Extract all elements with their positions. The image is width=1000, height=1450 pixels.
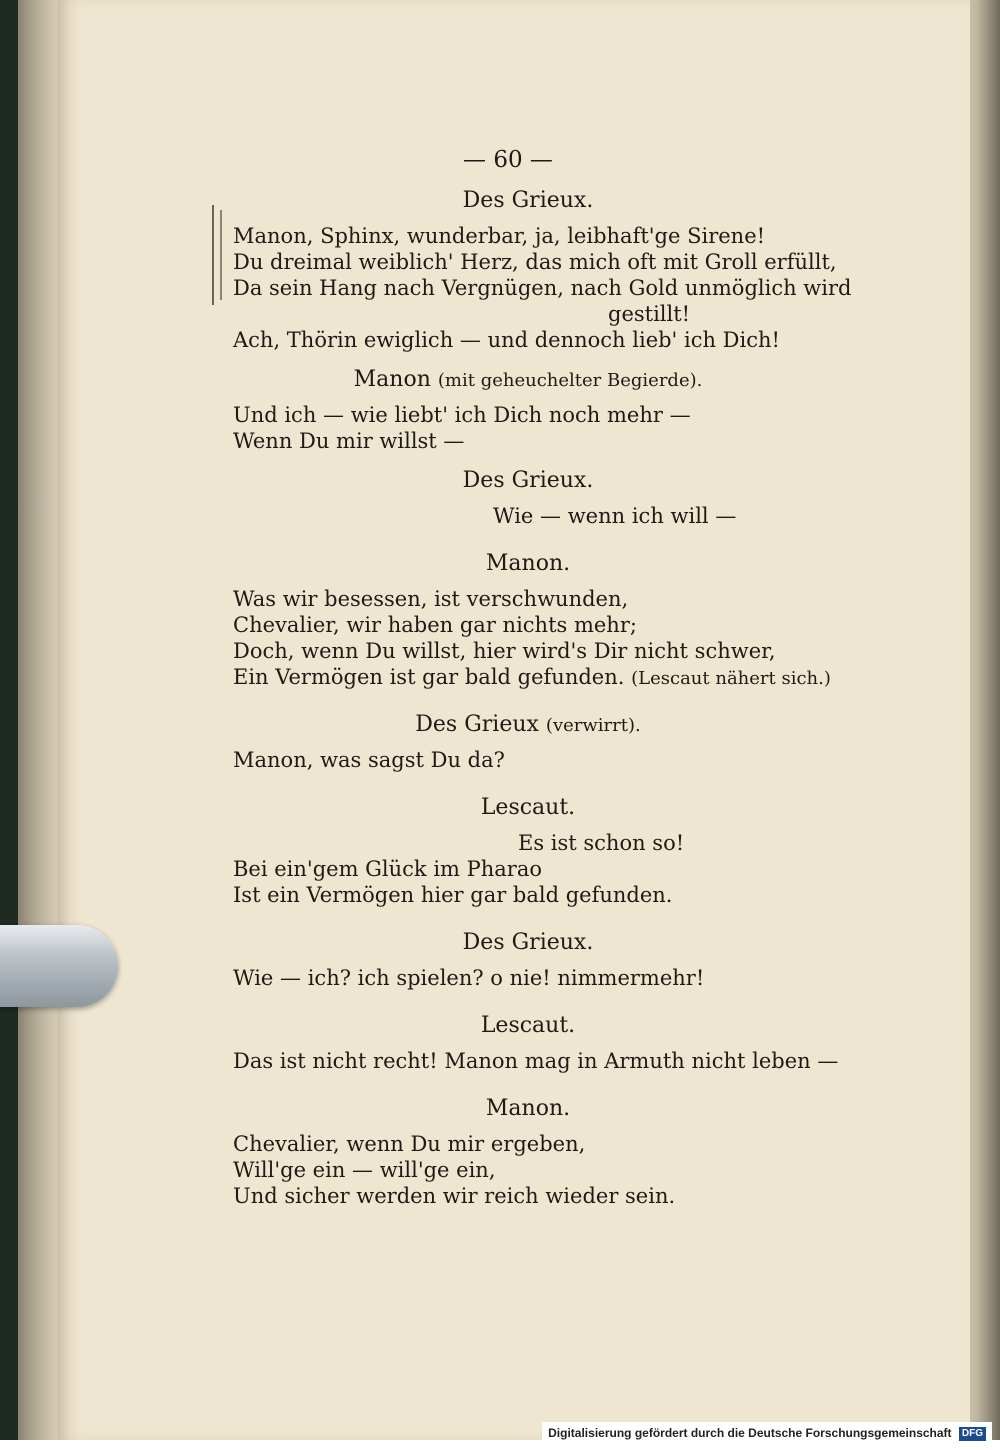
verse-line: gestillt! xyxy=(608,302,691,326)
page-number: — 60 — xyxy=(463,147,553,173)
verse-line: Wie — wenn ich will — xyxy=(493,504,737,528)
digitization-footer xyxy=(542,1422,992,1444)
verse-line: Das ist nicht recht! Manon mag in Armuth nicht leben — xyxy=(233,1049,839,1073)
speaker-heading xyxy=(173,551,883,576)
speaker-name: Manon. xyxy=(485,551,571,576)
verse-line: Ist ein Vermögen hier gar bald gefunden. xyxy=(233,883,673,907)
speaker-heading xyxy=(173,795,883,820)
margin-pencil-mark xyxy=(220,210,222,300)
speaker-name: Des Grieux. xyxy=(462,188,594,213)
stage-direction: (mit geheuchelter Begierde). xyxy=(437,370,703,391)
verse-line: Du dreimal weiblich' Herz, das mich oft mit Groll erfüllt, xyxy=(233,250,837,274)
verse-line: Ach, Thörin ewiglich — und dennoch lieb' ich Dich! xyxy=(233,328,780,352)
stage-direction: (Lescaut nähert sich.) xyxy=(631,668,831,689)
speaker-heading xyxy=(173,468,883,493)
speaker-name: Manon xyxy=(353,367,431,392)
verse-line: Und sicher werden wir reich wieder sein. xyxy=(233,1184,676,1208)
speaker-heading xyxy=(173,930,883,955)
page-text xyxy=(233,140,883,1209)
speaker-heading xyxy=(173,1096,883,1121)
verse-line: Chevalier, wir haben gar nichts mehr; xyxy=(233,613,637,637)
stage-direction: (verwirrt). xyxy=(545,715,641,736)
dfg-logo-icon: DFG xyxy=(959,1427,986,1441)
verse-line: Bei ein'gem Glück im Pharao xyxy=(233,857,543,881)
verse-line: Da sein Hang nach Vergnügen, nach Gold unmöglich wird xyxy=(233,276,852,300)
verse-line: Wenn Du mir willst — xyxy=(233,429,465,453)
verse-line xyxy=(233,664,883,690)
margin-pencil-mark xyxy=(212,205,214,305)
verse-line: Wie — ich? ich spielen? o nie! nimmermehr! xyxy=(233,966,705,990)
verse-line: Doch, wenn Du willst, hier wird's Dir nicht schwer, xyxy=(233,639,776,663)
verse-line: Es ist schon so! xyxy=(518,831,685,855)
speaker-name: Des Grieux. xyxy=(462,930,594,955)
speaker-heading xyxy=(173,367,883,392)
speaker-name: Lescaut. xyxy=(480,795,576,820)
speaker-heading xyxy=(173,188,883,213)
speaker-name: Lescaut. xyxy=(480,1013,576,1038)
footer-text: Digitalisierung gefördert durch die Deutsche Forschungsgemeinschaft xyxy=(548,1426,952,1440)
speaker-name: Des Grieux xyxy=(415,712,539,737)
verse-line: Will'ge ein — will'ge ein, xyxy=(233,1158,496,1182)
scanner-clamp xyxy=(0,925,118,1007)
verse-line: Chevalier, wenn Du mir ergeben, xyxy=(233,1132,586,1156)
speaker-name: Manon. xyxy=(485,1096,571,1121)
verse-line: Was wir besessen, ist verschwunden, xyxy=(233,587,629,611)
verse-line: Manon, Sphinx, wunderbar, ja, leibhaft'ge Sirene! xyxy=(233,224,766,248)
verse-line: Und ich — wie liebt' ich Dich noch mehr — xyxy=(233,403,691,427)
speaker-heading xyxy=(173,1013,883,1038)
speaker-heading xyxy=(173,712,883,737)
speaker-name: Des Grieux. xyxy=(462,468,594,493)
verse-line: Manon, was sagst Du da? xyxy=(233,748,505,772)
verse-text: Ein Vermögen ist gar bald gefunden. xyxy=(233,665,625,689)
